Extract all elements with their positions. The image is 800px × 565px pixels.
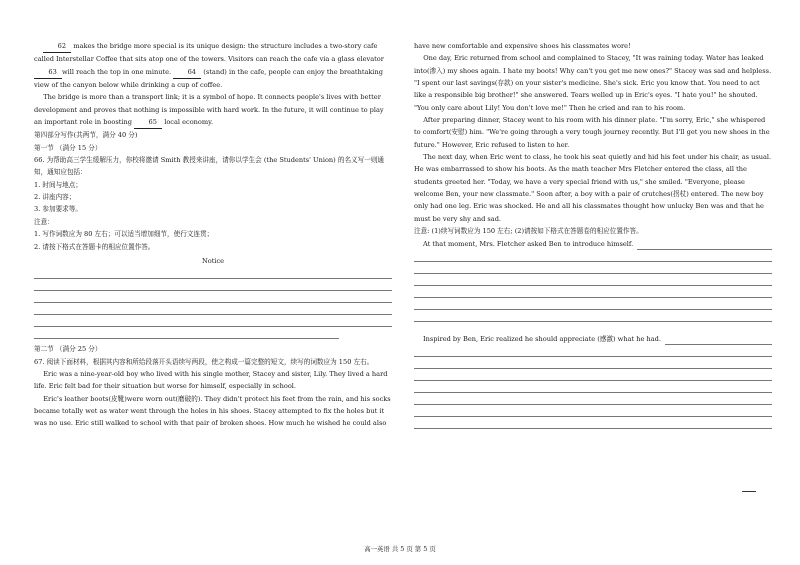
part4-heading: 第四部分写作(共两节，满分 40 分) (34, 131, 138, 140)
left-column (34, 40, 392, 430)
writing-line[interactable] (414, 298, 772, 310)
blank-63[interactable]: 63 (34, 66, 62, 79)
section2-heading: 第二节 （满分 25 分） (34, 345, 102, 354)
story-paragraph-4: After preparing dinner, Stacey went to his room with his dinner plate. "I'm sorry, Eric," she whispered to comfort(安慰) him. "We're going through a very tough journey recently. But I'll get you new shoes in the future." However, Eric refused to listen to her. (414, 116, 770, 149)
continuation-writing-area-1[interactable] (414, 250, 772, 322)
writing-line[interactable] (34, 291, 392, 303)
note-item: 1. 写作词数应为 80 左右；可以适当增加细节，使行文连贯； (34, 230, 214, 239)
writing-line[interactable] (414, 286, 772, 298)
notice-title: Notice (201, 256, 225, 265)
story-paragraph-1: Eric was a nine-year-old boy who lived with his single mother, Stacey and sister, Lily. They lived a hard life. Eric felt bad for their situation but worse for himself, especially in school. (34, 369, 388, 391)
writing-line[interactable] (414, 405, 772, 417)
blank-65[interactable]: 65 (134, 116, 162, 129)
requirement-item: 1. 时间与地点； (34, 180, 82, 189)
writing-line[interactable] (414, 274, 772, 286)
writing-line[interactable] (34, 279, 392, 291)
writing-line[interactable] (34, 315, 392, 327)
story-paragraph-3: One day, Eric returned from school and complained to Stacey, "It was raining today. Water has leaked into(渗入) my shoes again. I hate my boots! Why can't you get me new ones?" Stacey was sad and helpless. "I spent our last savings(存款) on your sister's medicine. She's sick. Eric you know that. You need to act like a responsible big brother!" she answered. Tears welled up in Eric's eyes. "I hate you!" he shouted. "You only care about Lily! You don't love me!" Then he cried and ran to his room. (414, 54, 772, 112)
continuation-note: 注意: (1)续写词数应为 150 左右; (2)请按如下格式在答题卷的相应位置作答。 (414, 227, 643, 236)
writing-line[interactable] (414, 250, 772, 262)
writing-line[interactable] (414, 417, 772, 429)
writing-line[interactable] (34, 267, 392, 279)
writing-line[interactable] (34, 327, 339, 339)
page-footer: 高一英语 共 5 页 第 5 页 (364, 545, 436, 553)
blank-64[interactable]: 64 (173, 66, 201, 79)
writing-line[interactable] (414, 310, 772, 322)
writing-line[interactable] (637, 240, 772, 250)
writing-line[interactable] (414, 357, 772, 369)
writing-line[interactable] (34, 303, 392, 315)
continuation-prompt-2: Inspired by Ben, Eric realized he should appreciate (感激) what he had. (414, 333, 772, 345)
continuation-writing-area-2[interactable] (414, 345, 772, 429)
writing-line[interactable] (414, 262, 772, 274)
question-67: 67. 阅读下面材料，根据其内容和所给段落开头语续写两段，使之构成一篇完整的短文，续写的词数应为 150 左右。 (34, 357, 374, 366)
continuation-prompt-1: At that moment, Mrs. Fletcher asked Ben to introduce himself. (414, 238, 772, 250)
note-item: 2. 请按下格式在答题卡的相应位置作答。 (34, 242, 155, 251)
writing-line[interactable] (414, 369, 772, 381)
story-paragraph-5: The next day, when Eric went to class, he took his seat quietly and hid his feet under his chair, as usual. He was embarrassed to show his boots. As the math teacher Mrs Fletcher entered the class, all the students greeted her. "Today, we have a very special friend with us," she smiled. "Everyone, please welcome Ben, your new classmate." Soon after, a boy with a pair of crutches(拐杖) entered. The new boy only had one leg. Eric was shocked. He and all his classmates thought how unlucky Ben was and that he must be very shy and sad. (414, 153, 772, 223)
writing-line[interactable] (665, 335, 772, 345)
notice-writing-area[interactable] (34, 267, 392, 339)
writing-line[interactable] (414, 345, 772, 357)
right-column (414, 40, 772, 429)
story-paragraph-2: Eric's leather boots(皮靴)were worn out(磨破的). They didn't protect his feet from the rain, and his socks became totally wet as water went through the holes in his shoes. Stacey attempted to fix the holes but it was no use. Eric still walked to school with that pair of broken shoes. How much he wished he could also (34, 394, 391, 428)
requirement-item: 2. 讲座内容； (34, 193, 76, 202)
end-mark (742, 491, 756, 492)
blank-62[interactable]: 62 (43, 40, 71, 53)
writing-line[interactable] (414, 393, 772, 405)
writing-line[interactable] (414, 381, 772, 393)
reading-paragraph-2: The bridge is more than a transport link; it is a symbol of hope. It connects people's lives with better development and proves that nothing is impossible with hard work. In the future, it will continue to play an important role in boosting 65 local economy. (34, 91, 392, 129)
requirement-item: 3. 参加要求等。 (34, 205, 82, 214)
section1-heading: 第一节 （满分 15 分） (34, 143, 102, 152)
note-label: 注意： (34, 217, 54, 226)
story-continuation: have new comfortable and expensive shoes his classmates wore! (414, 42, 631, 50)
reading-paragraph-1: 62 makes the bridge more special is its unique design: the structure includes a two-story cafe called Interstellar Coffee that sits atop one of the towers. Visitors can reach the cafe via a glass elevator 63 will reach the top in one minute. 64 (stand) in the cafe, people can enjoy the breathtaking view of the canyon below while drinking a cup of coffee. (34, 42, 384, 90)
question-66: 66. 为帮助高三学生缓解压力，你校将邀请 Smith 教授来讲座，请你以学生会 (the Students' Union) 的名义写一则通知，通知应包括： (34, 156, 385, 177)
